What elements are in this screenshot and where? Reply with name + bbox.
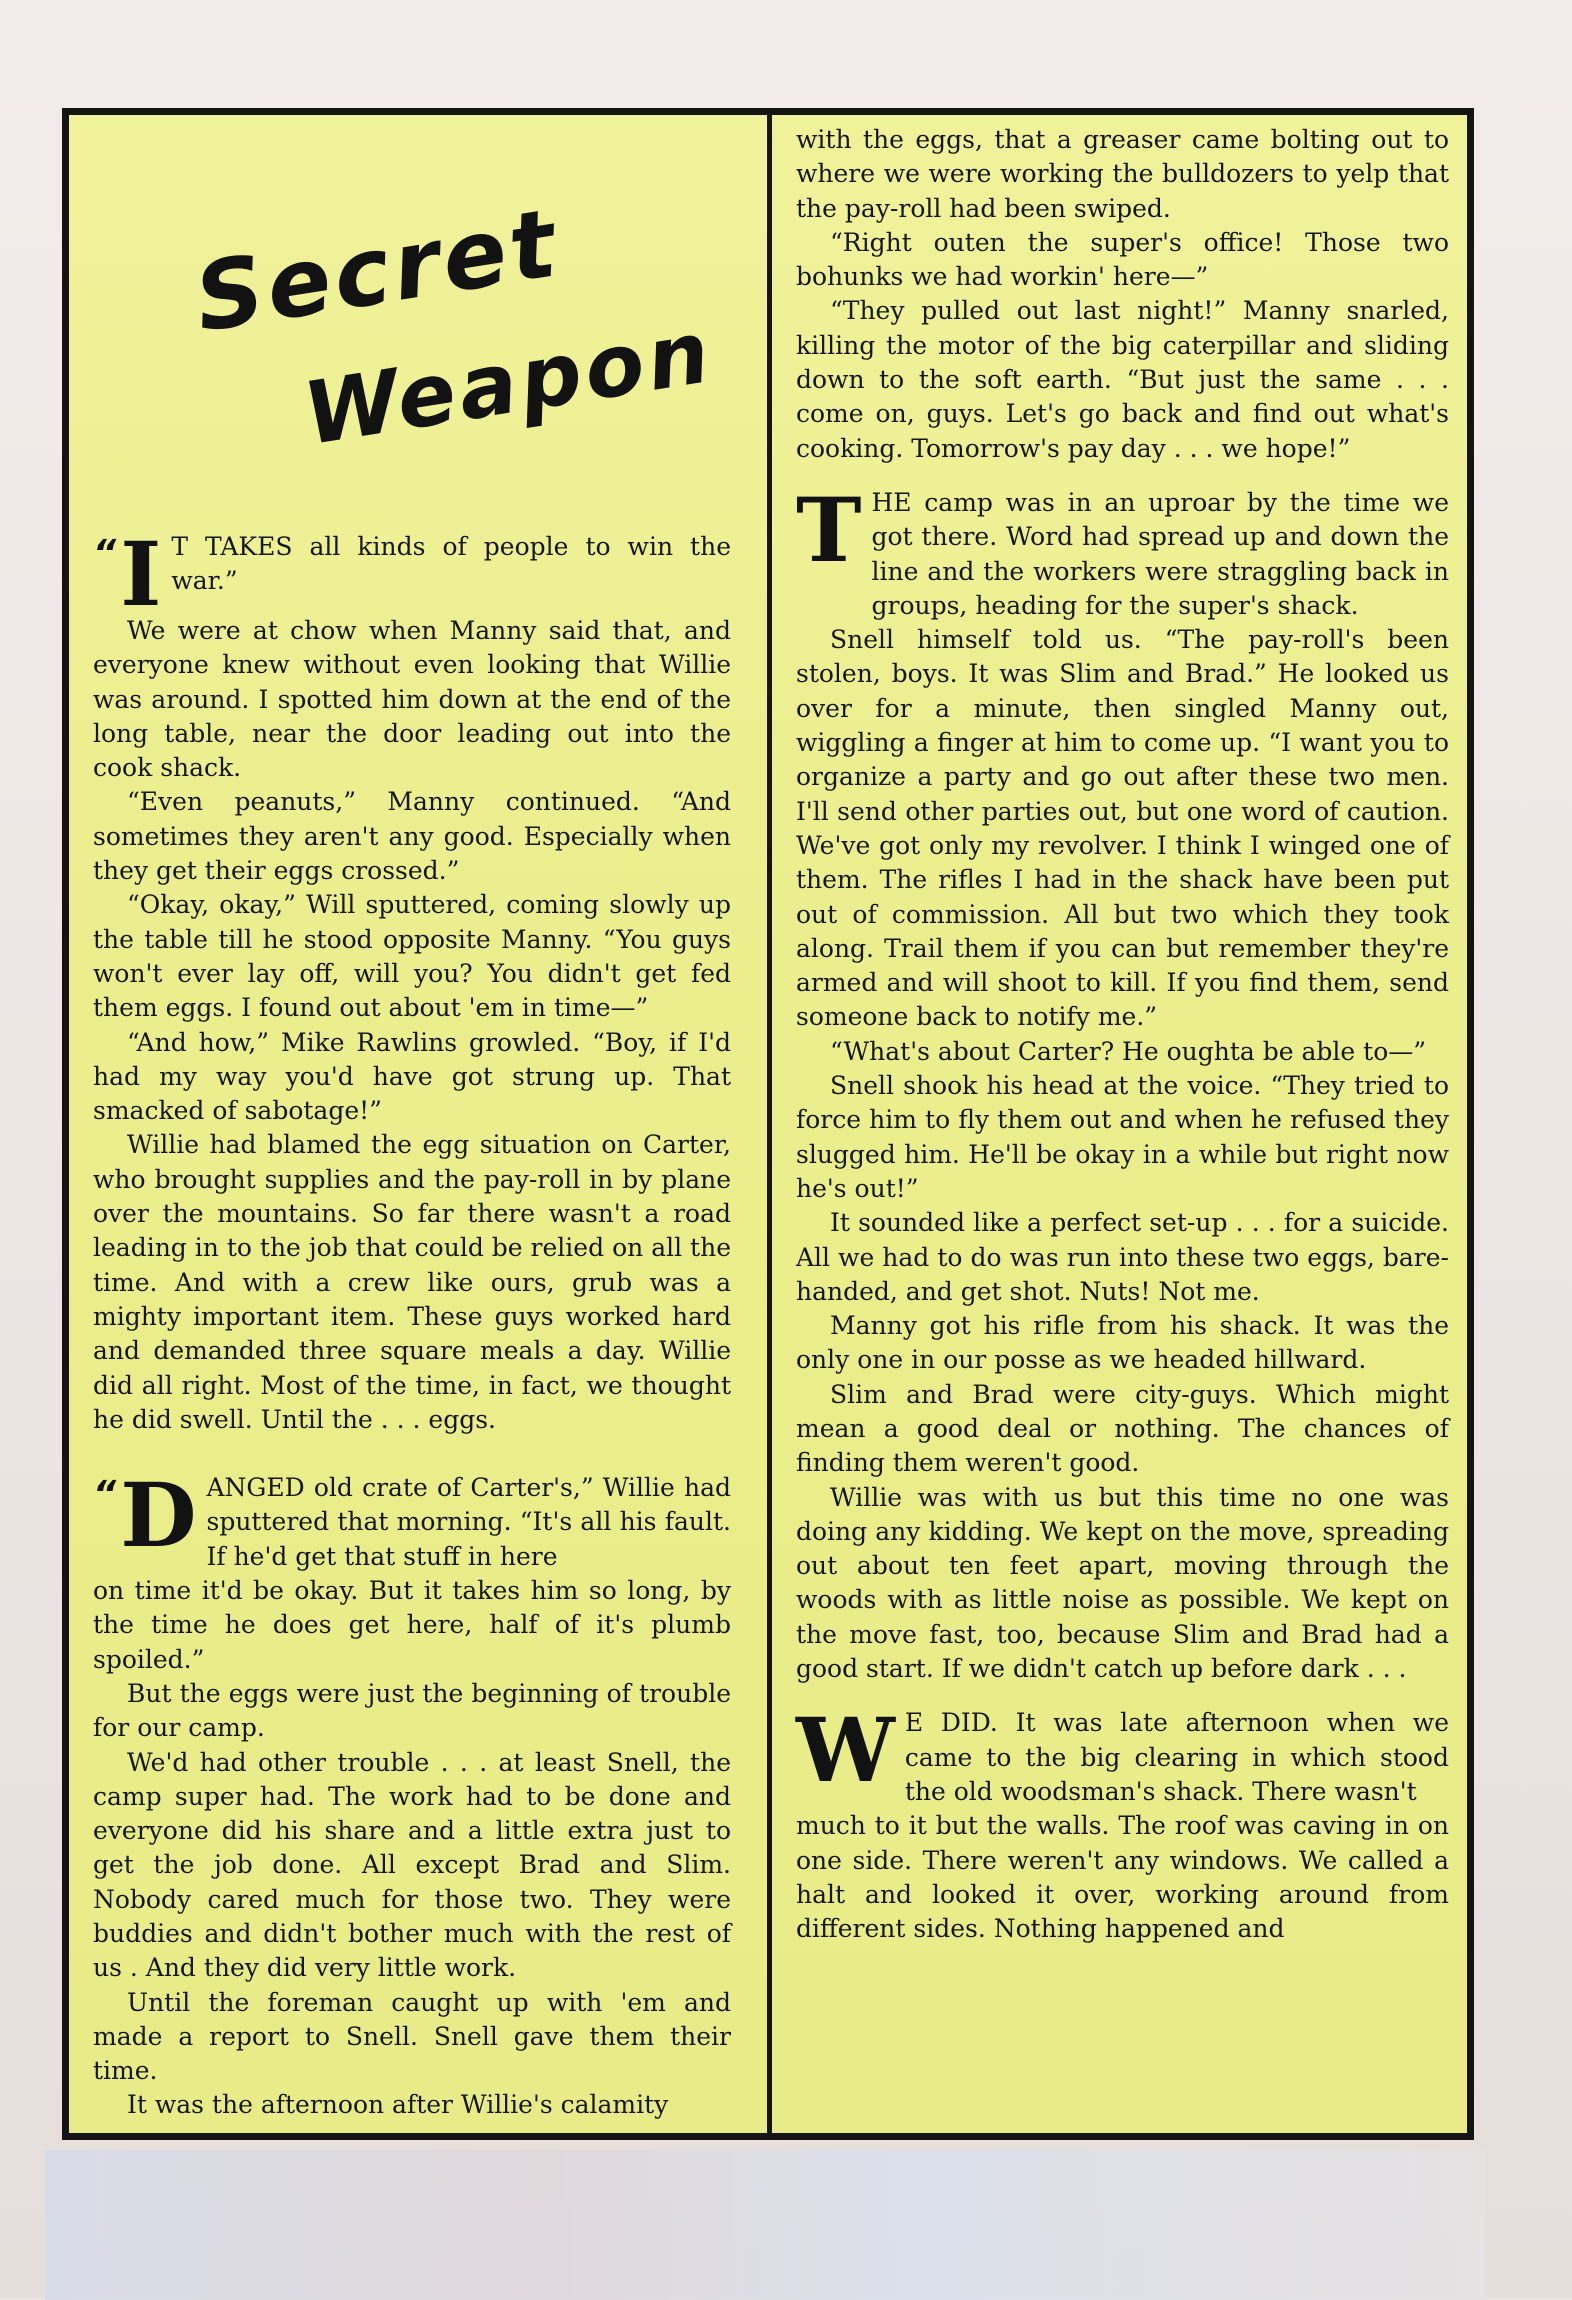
paragraph: Until the foreman caught up with 'em and made a report to Snell. Snell gave them their time. — [93, 1987, 731, 2086]
paragraph: Snell himself told us. “The pay-roll's been stolen, boys. It was Slim and Brad.” He looked us over for a minute, then singled Manny out, wiggling a finger at him to come up. “I want you to organize a party and go out after these two men. I'll send other parties out, but one word of caution. We've got only my revolver. I think I winged one of them. The rifles I had in the shack have been put out of commission. All but two which they took along. Trail them if you can but remember they're armed and will shoot to kill. If you find them, send someone back to notify me.” — [796, 625, 1449, 1032]
story-frame — [62, 108, 1474, 2140]
drop-cap-quote: “ — [93, 533, 117, 574]
paragraph: “What's about Carter? He oughta be able to—” — [830, 1036, 1427, 1066]
paragraph: “And how,” Mike Rawlins growled. “Boy, if I'd had my way you'd have got strung up. That smacked of sabotage!” — [93, 1027, 731, 1126]
paragraph: on time it'd be okay. But it takes him so long, by the time he does get here, half of it's plumb spoiled.” — [93, 1576, 731, 1674]
paragraph: ANGED old crate of Carter's,” Willie had sputtered that morning. “It's all his fault. If he'd get that stuff in here — [206, 1473, 731, 1571]
paragraph: But the eggs were just the beginning of trouble for our camp. — [93, 1678, 731, 1743]
paragraph: Willie had blamed the egg situation on Carter, who brought supplies and the pay-roll in by plane over the mountains. So far there wasn't a road leading in to the job that could be relied on all the time. And with a crew like ours, grub was a mighty important item. These guys worked hard and demanded three square meals a day. Willie did all right. Most of the time, in fact, we thought he did swell. Until the . . . eggs. — [93, 1130, 731, 1434]
paragraph: We were at chow when Manny said that, and everyone knew without even looking that Willie was around. I spotted him down at the end of the long table, near the door leading out into the cook shack. — [93, 616, 731, 783]
paragraph: Snell shook his head at the voice. “They tried to force him to fly them out and when he refused they slugged him. He'll be okay in a while but right now he's out!” — [796, 1071, 1449, 1203]
paragraph: HE camp was in an uproar by the time we got there. Word had spread up and down the line and the workers were straggling back in groups, heading for the super's shack. — [871, 487, 1449, 620]
paragraph: “Okay, okay,” Will sputtered, coming slowly up the table till he stood opposite Manny. “You guys won't ever lay off, will you? You didn't get fed them eggs. I found out about 'em in time—” — [93, 890, 731, 1023]
paragraph: “They pulled out last night!” Manny snarled, killing the motor of the big caterpillar and sliding down to the soft earth. “But just the same . . . come on, guys. Let's go back and find out what's cooking. Tomorrow's pay day . . . we hope!” — [796, 296, 1449, 463]
paragraph: Willie was with us but this time no one was doing any kidding. We kept on the move, spreading out about ten feet apart, moving through the woods with as little noise as possible. We kept on the move fast, too, because Slim and Brad had a good start. If we didn't catch up before dark . . . — [796, 1482, 1449, 1684]
faded-bleed-header — [1202, 20, 1532, 84]
right-column — [772, 115, 1467, 2133]
paragraph: E DID. It was late afternoon when we came to the big clearing in which stood the old woodsman's shack. There wasn't — [904, 1708, 1449, 1806]
drop-cap-block-4 — [796, 1698, 1449, 1809]
paragraph: T TAKES all kinds of people to win the war.” — [171, 532, 731, 596]
paragraph: Manny got his rifle from his shack. It was the only one in our posse as we headed hillward. — [796, 1311, 1449, 1375]
paragraph: “Even peanuts,” Manny continued. “And sometimes they aren't any good. Especially when they get their eggs crossed.” — [93, 787, 731, 886]
drop-cap-block-1 — [93, 522, 731, 626]
drop-cap-quote: “ — [93, 1474, 117, 1516]
title-line-1: Secret — [187, 189, 567, 354]
paragraph: “Right outen the super's office! Those two bohunks we had workin' here—” — [796, 227, 1449, 292]
story-title — [93, 135, 731, 530]
drop-cap-letter: W — [796, 1698, 895, 1803]
drop-cap-letter: I — [120, 522, 162, 626]
drop-cap-block-2 — [93, 1463, 731, 1574]
paragraph: Slim and Brad were city-guys. Which might mean a good deal or nothing. The chances of finding them weren't good. — [796, 1379, 1449, 1478]
paragraph: much to it but the walls. The roof was caving in on one side. There weren't any windows. We called a halt and looked it over, working around from different sides. Nothing happened and — [796, 1811, 1449, 1944]
bleed-through-art — [45, 2150, 1485, 2300]
paragraph: We'd had other trouble . . . at least Snell, the camp super had. The work had to be done and everyone did his share and a little extra just to get the job done. All except Brad and Slim. Nobody cared much for those two. They were buddies and didn't bother much with the rest of us . And they did very little work. — [93, 1747, 731, 1983]
drop-cap-letter: T — [796, 477, 862, 582]
paragraph: It was the afternoon after Willie's calamity — [127, 2090, 669, 2120]
left-column — [69, 115, 772, 2133]
title-line-2: Weapon — [297, 301, 720, 465]
drop-cap-block-3 — [796, 477, 1449, 623]
drop-cap-letter: D — [120, 1463, 197, 1568]
paragraph: with the eggs, that a greaser came bolting out to where we were working the bulldozers to yelp that the pay-roll had been swiped. — [796, 125, 1449, 223]
paragraph: It sounded like a perfect set-up . . . for a suicide. All we had to do was run into these two eggs, bare-handed, and get shot. Nuts! Not me. — [796, 1208, 1449, 1306]
